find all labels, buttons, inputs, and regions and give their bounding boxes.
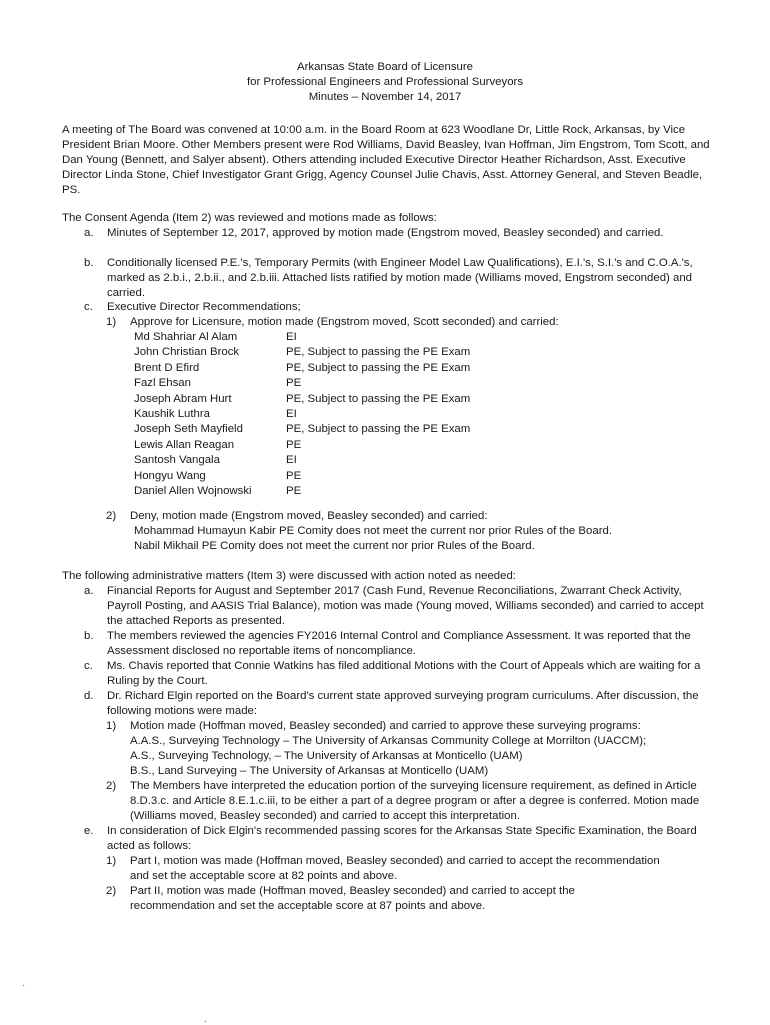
licensee-name: Daniel Allen Wojnowski — [134, 484, 252, 497]
program-line-1: A.A.S., Surveying Technology – The University of Arkansas Community College at Morrilton (UACCM); — [130, 735, 647, 747]
licensee-status: EI — [286, 407, 297, 420]
licensee-name: Joseph Abram Hurt — [134, 392, 232, 405]
admin-item-b-text: The members reviewed the agencies FY2016 Internal Control and Compliance Assessment. It was reported that the Assessment disclosed no reportable items of noncompliance. — [107, 630, 691, 657]
licensee-name: Hongyu Wang — [134, 469, 206, 482]
consent-item-c-text: Executive Director Recommendations; — [107, 301, 301, 313]
list-marker: 2) — [106, 780, 117, 792]
program-line-3: B.S., Land Surveying – The University of Arkansas at Monticello (UAM) — [130, 765, 489, 777]
list-marker: b. — [84, 257, 94, 269]
licensee-name: Md Shahriar Al Alam — [134, 331, 238, 343]
admin-item-d2-text: The Members have interpreted the education portion of the surveying licensure requirement, as defined in Article 8.D.3.c. and Article 8.E.1.c.iii, to be either a part of a degree program or after a degree is conferred. Motion made (Williams moved, Beasley seconded) and carried to accept this interpretation. — [130, 780, 700, 822]
consent-item-b-text: Conditionally licensed P.E.'s, Temporary Permits (with Engineer Model Law Qualifications), E.I.'s, S.I.'s and C.O.A.'s, marked as 2.b.i., 2.b.ii., and 2.b.iii. Attached lists ratified by motion made (Williams moved, Engstrom seconded) and carried. — [107, 257, 693, 299]
list-marker: a. — [84, 585, 94, 597]
intro-paragraph: A meeting of The Board was convened at 10:00 a.m. in the Board Room at 623 Woodlane Dr, Little Rock, Arkansas, by Vice President Brian Moore. Other Members present were Rod Williams, David Beasley, Ivan Hoffman, Jim Engstrom, Tom Scott, and Dan Young (Bennett, and Salyer absent). Others attending included Executive Director Heather Richardson, Asst. Executive Director Linda Stone, Chief Investigator Grant Grigg, Agency Counsel Julie Chavis, Asst. Attorney General, and Steven Beadle, PS. — [62, 124, 710, 196]
list-marker: e. — [84, 825, 94, 837]
document-header — [0, 60, 770, 105]
licensee-status: PE — [286, 438, 302, 451]
board-name: Arkansas State Board of Licensure — [296, 61, 474, 73]
admin-item-d-text: Dr. Richard Elgin reported on the Board's current state approved surveying program curriculums. After discussion, the following motions were made: — [107, 690, 699, 717]
list-marker: c. — [84, 660, 93, 672]
program-line-2: A.S., Surveying Technology, – The University of Arkansas at Monticello (UAM) — [130, 750, 523, 762]
licensee-status: EI — [286, 331, 297, 343]
admin-item-d1-text: Motion made (Hoffman moved, Beasley seconded) and carried to approve these surveying programs: — [130, 720, 641, 732]
list-marker: 2) — [106, 885, 117, 897]
deny-line-1: Mohammad Humayun Kabir PE Comity does not meet the current nor prior Rules of the Board. — [134, 525, 612, 537]
consent-item-a-text: Minutes of September 12, 2017, approved by motion made (Engstrom moved, Beasley seconded) and carried. — [107, 227, 664, 239]
list-marker: c. — [84, 301, 93, 313]
admin-item-a-text: Financial Reports for August and September 2017 (Cash Fund, Revenue Reconciliations, Zwarrant Check Activity, Payroll Posting, and AASIS Trial Balance), motion was made (Young moved, Williams seconded) and carried to accept the attached Reports as presented. — [107, 585, 704, 627]
licensee-status: PE, Subject to passing the PE Exam — [286, 346, 471, 359]
board-subtitle: for Professional Engineers and Professional Surveyors — [246, 76, 524, 88]
licensee-name: Kaushik Luthra — [134, 407, 210, 420]
admin-item-e1-text: Part I, motion was made (Hoffman moved, Beasley seconded) and carried to accept the recommendation and set the acceptable score at 82 points and above. — [130, 855, 660, 882]
licensee-name: Fazl Ehsan — [134, 377, 191, 390]
scan-speck: · — [22, 980, 26, 991]
admin-item-e2-text: Part II, motion was made (Hoffman moved, Beasley seconded) and carried to accept the recommendation and set the acceptable score at 87 points and above. — [130, 885, 575, 912]
licensee-status: PE, Subject to passing the PE Exam — [286, 361, 471, 374]
admin-item-c-text: Ms. Chavis reported that Connie Watkins has filed additional Motions with the Court of Appeals which are waiting for a Ruling by the Court. — [107, 660, 701, 687]
minutes-date: Minutes – November 14, 2017 — [308, 91, 462, 103]
list-marker: a. — [84, 227, 94, 239]
licensee-name: Brent D Efird — [134, 361, 200, 374]
scan-speck: . — [204, 1014, 207, 1025]
list-marker: 1) — [106, 316, 117, 328]
consent-item-c1-text: Approve for Licensure, motion made (Engstrom moved, Scott seconded) and carried: — [130, 316, 559, 328]
licensee-name: Joseph Seth Mayfield — [134, 423, 243, 436]
list-marker: 1) — [106, 720, 117, 732]
licensee-status: PE — [286, 484, 302, 497]
licensee-name: Lewis Allan Reagan — [134, 438, 235, 451]
consent-item-c2-text: Deny, motion made (Engstrom moved, Beasley seconded) and carried: — [130, 510, 488, 522]
list-marker: 2) — [106, 510, 117, 522]
deny-line-2: Nabil Mikhail PE Comity does not meet the current nor prior Rules of the Board. — [134, 540, 535, 552]
licensee-status: PE, Subject to passing the PE Exam — [286, 392, 471, 405]
list-marker: 1) — [106, 855, 117, 867]
list-marker: d. — [84, 690, 94, 702]
licensee-status: PE — [286, 469, 302, 482]
licensee-status: PE — [286, 377, 302, 390]
licensee-status: PE, Subject to passing the PE Exam — [286, 423, 471, 436]
licensee-name: John Christian Brock — [134, 346, 240, 359]
list-marker: b. — [84, 630, 94, 642]
licensee-status: EI — [286, 454, 297, 467]
licensee-name: Santosh Vangala — [134, 454, 220, 467]
consent-intro: The Consent Agenda (Item 2) was reviewed and motions made as follows: — [62, 212, 437, 224]
admin-item-e-text: In consideration of Dick Elgin's recommended passing scores for the Arkansas State Specific Examination, the Board acted as follows: — [107, 825, 697, 852]
admin-intro: The following administrative matters (Item 3) were discussed with action noted as needed: — [62, 570, 516, 582]
